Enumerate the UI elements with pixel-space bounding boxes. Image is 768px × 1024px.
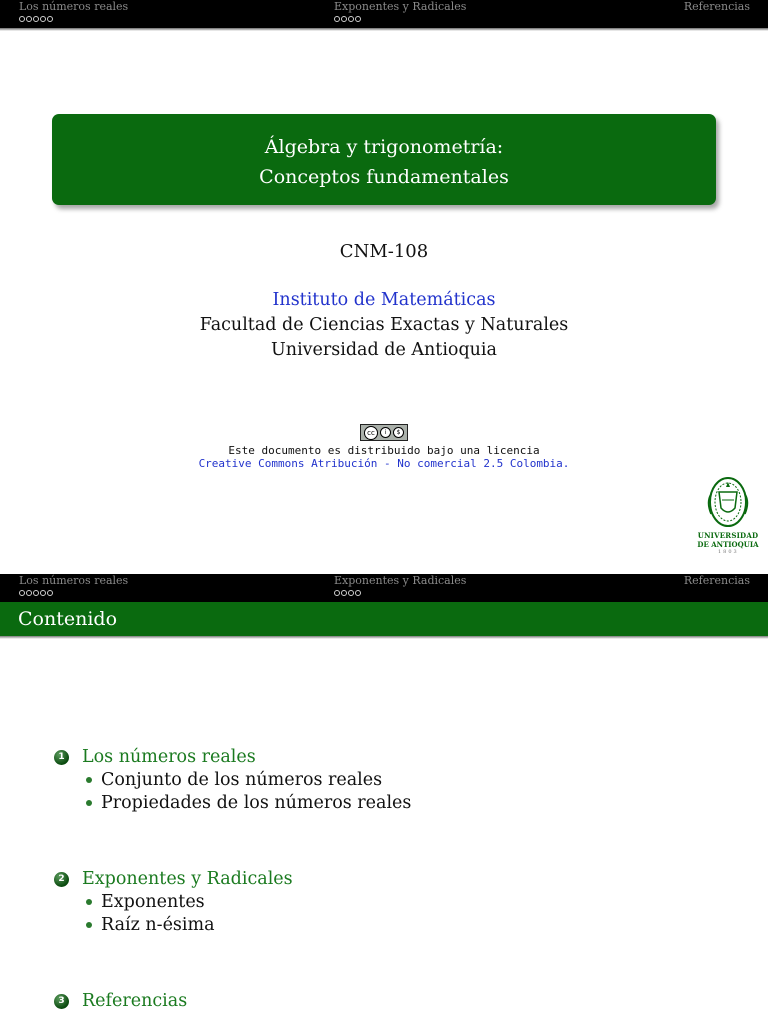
by-icon: i xyxy=(380,427,391,438)
nav-section-referencias[interactable]: Referencias xyxy=(683,574,750,587)
course-code: CNM-108 xyxy=(339,241,429,262)
toc-section-1[interactable] xyxy=(54,747,256,767)
title-line-1: Álgebra y trigonometría: xyxy=(264,136,504,158)
toc-subsection[interactable] xyxy=(86,892,205,912)
nav-dot[interactable] xyxy=(19,16,25,22)
toc-subsection-label: Exponentes xyxy=(101,892,205,912)
logo-year: 1803 xyxy=(718,549,739,555)
bullet-icon xyxy=(86,899,92,905)
nav-dots-section2 xyxy=(334,590,361,598)
institute-name: Instituto de Matemáticas xyxy=(272,290,496,310)
nav-dot[interactable] xyxy=(47,16,53,22)
nav-dot[interactable] xyxy=(334,16,340,22)
nav-dot[interactable] xyxy=(341,590,347,596)
logo-text-line2: DE ANTIOQUIA xyxy=(697,540,759,549)
university-name: Universidad de Antioquia xyxy=(271,340,497,360)
nav-dot[interactable] xyxy=(355,590,361,596)
nav-dot[interactable] xyxy=(355,16,361,22)
nav-section-referencias[interactable]: Referencias xyxy=(683,0,750,13)
section-number-ball: 1 xyxy=(54,750,69,765)
nav-dot[interactable] xyxy=(40,590,46,596)
toc-subsection-label: Raíz n-ésima xyxy=(101,915,215,935)
nav-dot[interactable] xyxy=(19,590,25,596)
toc-section-label: Referencias xyxy=(82,991,188,1011)
nc-icon: $ xyxy=(393,427,404,438)
toc-subsection[interactable] xyxy=(86,915,215,935)
bullet-icon xyxy=(86,777,92,783)
nav-dots-section1 xyxy=(19,590,53,598)
toc-section-2[interactable] xyxy=(54,869,293,889)
navigation-bar xyxy=(0,0,768,28)
section-number-ball: 2 xyxy=(54,872,69,887)
navigation-bar xyxy=(0,574,768,602)
nav-dot[interactable] xyxy=(334,590,340,596)
nav-dots-section1 xyxy=(19,16,53,24)
toc-slide xyxy=(0,574,768,1024)
nav-dot[interactable] xyxy=(348,16,354,22)
toc-subsection[interactable] xyxy=(86,770,382,790)
nav-dot[interactable] xyxy=(26,16,32,22)
title-box xyxy=(52,114,716,205)
cc-icon: cc xyxy=(364,426,378,440)
toc-section-label: Los números reales xyxy=(82,747,256,767)
nav-dot[interactable] xyxy=(348,590,354,596)
bullet-icon xyxy=(86,800,92,806)
frame-title: Contenido xyxy=(18,608,118,630)
section-number-ball: 3 xyxy=(54,994,69,1009)
nav-section-los-numeros-reales[interactable]: Los números reales xyxy=(19,0,129,13)
frame-title-bar xyxy=(0,602,768,636)
license-text: Este documento es distribuido bajo una licencia xyxy=(228,444,540,457)
nav-dot[interactable] xyxy=(47,590,53,596)
title-line-2: Conceptos fundamentales xyxy=(259,166,509,188)
frame-title-shadow xyxy=(0,636,768,639)
license-link[interactable]: Creative Commons Atribución - No comercial 2.5 Colombia. xyxy=(198,457,570,470)
nav-dot[interactable] xyxy=(341,16,347,22)
nav-dot[interactable] xyxy=(33,16,39,22)
nav-section-exponentes-radicales[interactable]: Exponentes y Radicales xyxy=(334,574,467,587)
nav-section-exponentes-radicales[interactable]: Exponentes y Radicales xyxy=(334,0,467,13)
toc-section-3[interactable] xyxy=(54,991,187,1011)
navbar-shadow xyxy=(0,28,768,31)
toc-subsection-label: Conjunto de los números reales xyxy=(101,770,383,790)
toc-subsection[interactable] xyxy=(86,793,411,813)
nav-dot[interactable] xyxy=(33,590,39,596)
logo-text-line1: UNIVERSIDAD xyxy=(697,531,759,540)
bullet-icon xyxy=(86,922,92,928)
creative-commons-badge[interactable] xyxy=(360,424,408,441)
nav-section-los-numeros-reales[interactable]: Los números reales xyxy=(19,574,129,587)
nav-dot[interactable] xyxy=(40,16,46,22)
toc-section-label: Exponentes y Radicales xyxy=(82,869,293,889)
faculty-name: Facultad de Ciencias Exactas y Naturales xyxy=(199,315,569,335)
toc-subsection-label: Propiedades de los números reales xyxy=(101,793,412,813)
nav-dot[interactable] xyxy=(26,590,32,596)
nav-dots-section2 xyxy=(334,16,361,24)
